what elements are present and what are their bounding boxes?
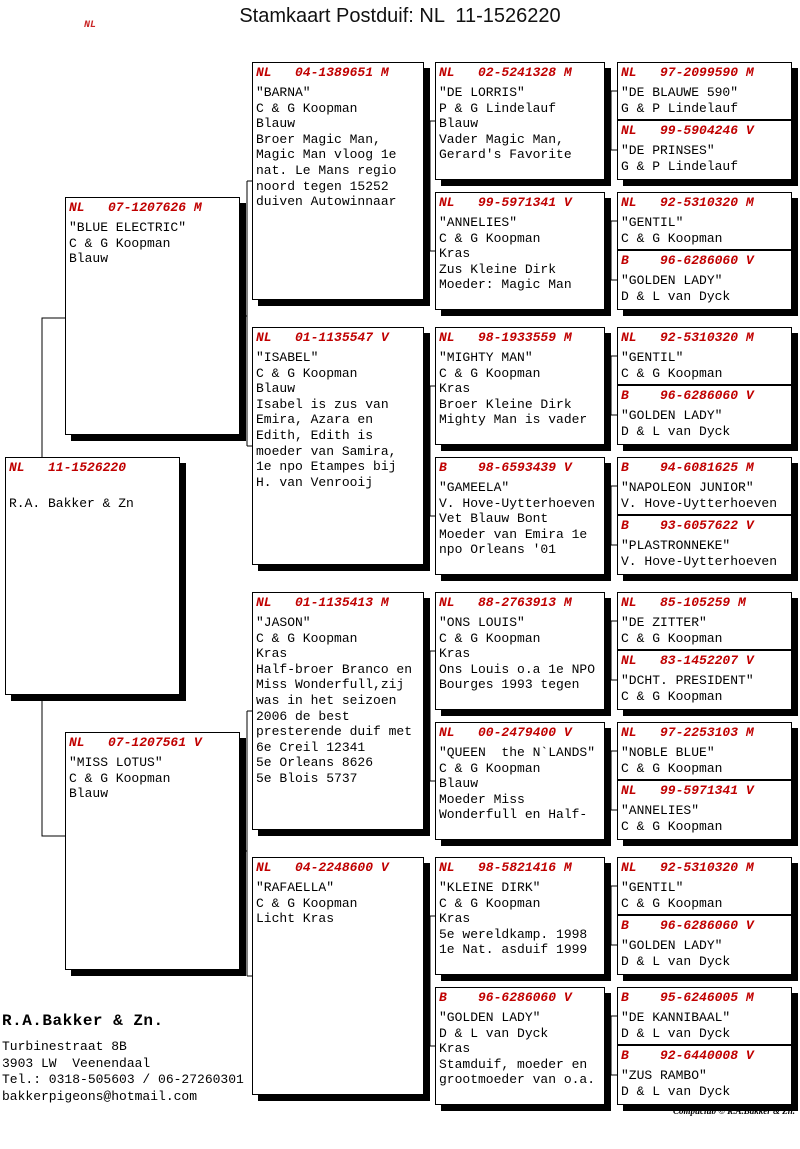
ring-number: NL 04-2248600 V (256, 860, 389, 875)
pigeon-details: "NOBLE BLUE" C & G Koopman (621, 745, 723, 776)
page-title: Stamkaart Postduif: NL 11-1526220 (239, 5, 561, 27)
box-grandparent-3 (252, 592, 424, 830)
ring-number: NL 92-5310320 M (621, 195, 754, 210)
pigeon-details: R.A. Bakker & Zn (9, 495, 134, 511)
ring-number: NL 04-1389651 M (256, 65, 389, 80)
ring-number: B 96-6286060 V (621, 388, 754, 403)
pigeon-details: "MISS LOTUS" C & G Koopman Blauw (69, 755, 171, 802)
pigeon-details: "BLUE ELECTRIC" C & G Koopman Blauw (69, 220, 187, 267)
box-gggp-7b (617, 915, 792, 975)
box-ggp-3 (435, 327, 605, 445)
pigeon-details: "MIGHTY MAN" C & G Koopman Kras Broer Kleine Dirk Mighty Man is vader (439, 350, 588, 428)
pigeon-details: "ANNELIES" C & G Koopman Kras Zus Kleine Dirk Moeder: Magic Man (439, 215, 572, 293)
ring-number: B 92-6440008 V (621, 1048, 754, 1063)
box-ggp-1 (435, 62, 605, 180)
pigeon-details: "ISABEL" C & G Koopman Blauw Isabel is zus van Emira, Azara en Edith, Edith is moeder van Samira, 1e npo Etampes bij H. van Venrooij (256, 350, 397, 490)
ring-number: NL 88-2763913 M (439, 595, 572, 610)
pigeon-details: "NAPOLEON JUNIOR" V. Hove-Uytterhoeven (621, 480, 778, 511)
ring-number: B 96-6286060 V (439, 990, 572, 1005)
breeder-street: Turbinestraat 8B (2, 1039, 127, 1054)
pigeon-details: "PLASTRONNEKE" V. Hove-Uytterhoeven (621, 538, 778, 569)
ring-number: NL 01-1135547 V (256, 330, 389, 345)
ring-number: NL 92-5310320 M (621, 860, 754, 875)
box-gggp-4b (617, 515, 792, 575)
box-gggp-3b (617, 385, 792, 445)
box-gggp-8b (617, 1045, 792, 1105)
ring-number: NL 99-5971341 V (621, 783, 754, 798)
pigeon-details: "DCHT. PRESIDENT" C & G Koopman (621, 673, 754, 704)
pigeon-details: "GOLDEN LADY" D & L van Dyck (621, 938, 731, 969)
pigeon-details: "DE LORRIS" P & G Lindelauf Blauw Vader Magic Man, Gerard's Favorite (439, 85, 572, 163)
ring-number: NL 85-105259 M (621, 595, 746, 610)
pigeon-details: "GOLDEN LADY" D & L van Dyck (621, 273, 731, 304)
box-gggp-5b (617, 650, 792, 710)
box-gggp-3a (617, 327, 792, 385)
ring-number: NL 02-5241328 M (439, 65, 572, 80)
box-ggp-5 (435, 592, 605, 710)
box-gggp-2b (617, 250, 792, 310)
breeder-phone: Tel.: 0318-505603 / 06-27260301 (2, 1072, 244, 1087)
box-grandparent-4 (252, 857, 424, 1095)
breeder-city: 3903 LW Veenendaal (2, 1055, 151, 1071)
ring-number: B 98-6593439 V (439, 460, 572, 475)
ring-number: B 96-6286060 V (621, 253, 754, 268)
ring-number: NL 97-2253103 M (621, 725, 754, 740)
pigeon-details: "GENTIL" C & G Koopman (621, 880, 723, 911)
ring-number: NL 07-1207626 M (69, 200, 202, 215)
box-subject (5, 457, 180, 695)
ring-number: NL 92-5310320 M (621, 330, 754, 345)
pigeon-details: "BARNA" C & G Koopman Blauw Broer Magic Man, Magic Man vloog 1e nat. Le Mans regio noord tegen 15252 duiven Autowinnaar (256, 85, 397, 210)
box-grandparent-1 (252, 62, 424, 300)
pigeon-details: "GENTIL" C & G Koopman (621, 215, 723, 246)
breeder-name: R.A.Bakker & Zn. (2, 1012, 164, 1030)
pigeon-details: "DE KANNIBAAL" D & L van Dyck (621, 1010, 731, 1041)
ring-number: NL 11-1526220 (9, 460, 127, 475)
pigeon-details: "QUEEN the N`LANDS" C & G Koopman Blauw Moeder Miss Wonderfull en Half- (439, 745, 596, 823)
box-gggp-7a (617, 857, 792, 915)
pigeon-details: "KLEINE DIRK" C & G Koopman Kras 5e wereldkamp. 1998 1e Nat. asduif 1999 (439, 880, 588, 958)
ring-number: NL 01-1135413 M (256, 595, 389, 610)
breeder-contact (2, 1012, 244, 1105)
pigeon-details: "DE ZITTER" C & G Koopman (621, 615, 723, 646)
box-gggp-4a (617, 457, 792, 515)
ring-number: NL 83-1452207 V (621, 653, 754, 668)
box-ggp-7 (435, 857, 605, 975)
ring-number: NL 00-2479400 V (439, 725, 572, 740)
box-gggp-1b (617, 120, 792, 180)
ring-number: NL 98-5821416 M (439, 860, 572, 875)
pigeon-details: "DE PRINSES" G & P Lindelauf (621, 143, 739, 174)
pigeon-details: "GOLDEN LADY" D & L van Dyck (621, 408, 731, 439)
ring-number: NL 99-5904246 V (621, 123, 754, 138)
pigeon-details: "RAFAELLA" C & G Koopman Licht Kras (256, 880, 358, 927)
pigeon-details: "ONS LOUIS" C & G Koopman Kras Ons Louis o.a 1e NPO Bourges 1993 tegen (439, 615, 596, 693)
box-gggp-6b (617, 780, 792, 840)
pigeon-details: "ZUS RAMBO" D & L van Dyck (621, 1068, 731, 1099)
box-grandparent-2 (252, 327, 424, 565)
ring-number: B 96-6286060 V (621, 918, 754, 933)
ring-number: NL 99-5971341 V (439, 195, 572, 210)
box-gggp-1a (617, 62, 792, 120)
box-gggp-6a (617, 722, 792, 780)
compuclub-copyright: Compuclub © R.A.Bakker & Zn. (673, 1106, 795, 1116)
box-gggp-8a (617, 987, 792, 1045)
ring-number: B 95-6246005 M (621, 990, 754, 1005)
pigeon-details: "DE BLAUWE 590" G & P Lindelauf (621, 85, 739, 116)
breeder-email: bakkerpigeons@hotmail.com (2, 1088, 198, 1104)
print-artifact: NL (84, 20, 97, 31)
ring-number: B 93-6057622 V (621, 518, 754, 533)
box-gggp-5a (617, 592, 792, 650)
pigeon-details: "JASON" C & G Koopman Kras Half-broer Branco en Miss Wonderfull,zij was in het seizoen 2006 de best presterende duif met 6e Creil 12341 5e Orleans 8626 5e Blois 5737 (256, 615, 413, 786)
pigeon-details: "GAMEELA" V. Hove-Uytterhoeven Vet Blauw Bont Moeder van Emira 1e npo Orleans '01 (439, 480, 596, 558)
ring-number: B 94-6081625 M (621, 460, 754, 475)
box-ggp-8 (435, 987, 605, 1105)
box-ggp-2 (435, 192, 605, 310)
box-ggp-4 (435, 457, 605, 575)
ring-number: NL 97-2099590 M (621, 65, 754, 80)
pigeon-details: "GENTIL" C & G Koopman (621, 350, 723, 381)
ring-number: NL 98-1933559 M (439, 330, 572, 345)
pigeon-details: "GOLDEN LADY" D & L van Dyck Kras Stamduif, moeder en grootmoeder van o.a. (439, 1010, 596, 1088)
box-gggp-2a (617, 192, 792, 250)
box-dam (65, 732, 240, 970)
ring-number: NL 07-1207561 V (69, 735, 202, 750)
box-ggp-6 (435, 722, 605, 840)
box-sire (65, 197, 240, 435)
pigeon-details: "ANNELIES" C & G Koopman (621, 803, 723, 834)
